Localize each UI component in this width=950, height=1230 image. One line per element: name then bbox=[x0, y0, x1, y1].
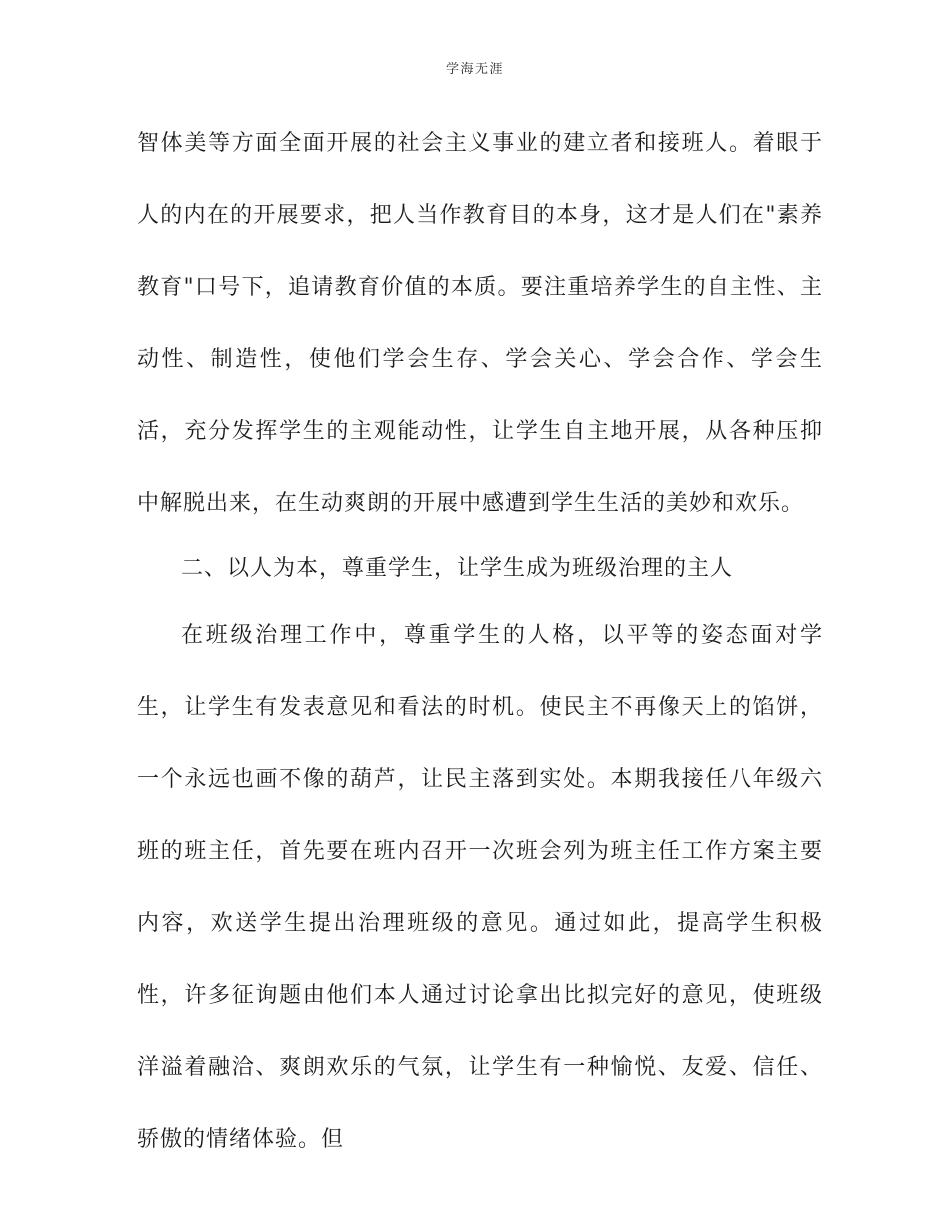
page-header bbox=[0, 58, 950, 77]
section-heading: 二、以人为本，尊重学生，让学生成为班级治理的主人 bbox=[181, 556, 734, 581]
page-header-text: 学海无涯 bbox=[445, 62, 504, 77]
paragraph-body: 在班级治理工作中，尊重学生的人格，以平等的姿态面对学生，让学生有发表意见和看法的时机。使民主不再像天上的馅饼，一个永远也画不像的葫芦，让民主落到实处。本期我接任八年级六班的班主任，首先要在班内召开一次班会列为班主任工作方案主要内容，欢送学生提出治理班级的意见。通过如此，提高学生积极性，许多征询题由他们本人通过讨论拿出比拟完好的意见，使班级洋溢着融洽、爽朗欢乐的气氛，让学生有一种愉悦、友爱、信任、骄傲的情绪体验。但 bbox=[137, 623, 823, 1152]
paragraph-continuation: 智体美等方面全面开展的社会主义事业的建立者和接班人。着眼于人的内在的开展要求，把人当作教育目的本身，这才是人们在"素养教育"口号下，追请教育价值的本质。要注重培养学生的自主性、主动性、制造性，使他们学会生存、学会关心、学会合作、学会生活，充分发挥学生的主观能动性，让学生自主地开展，从各种压抑中解脱出来，在生动爽朗的开展中感遭到学生生活的美妙和欢乐。 bbox=[137, 131, 823, 516]
document-body bbox=[137, 96, 823, 1176]
